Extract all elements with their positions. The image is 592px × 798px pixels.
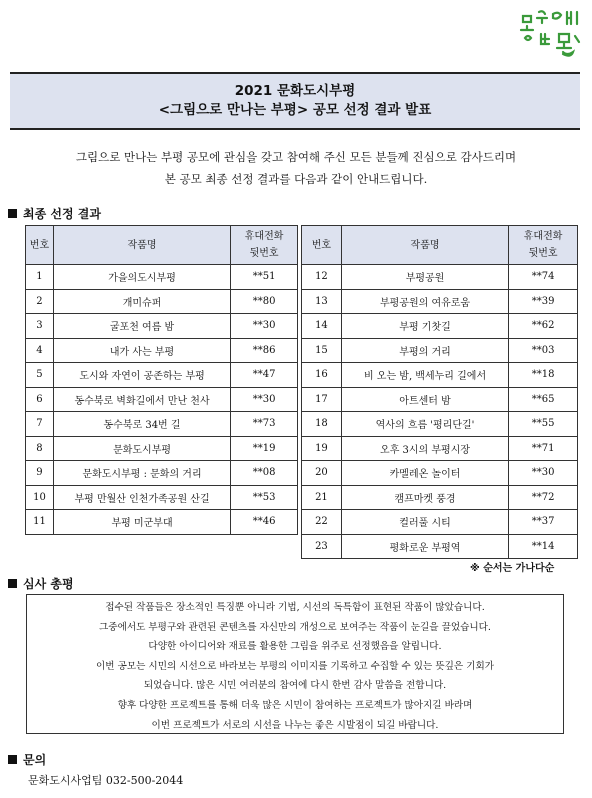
table-row [26,412,298,437]
table-row [26,289,298,314]
cell-phone: **47 [231,363,298,388]
table-row [302,510,578,535]
cell-no: 7 [26,412,54,437]
cell-no: 17 [302,387,342,412]
table-row [26,338,298,363]
cell-no: 2 [26,289,54,314]
cell-no: 3 [26,314,54,339]
results-table-right [301,225,578,559]
cell-phone: **30 [231,387,298,412]
square-bullet-icon [8,579,17,588]
table-row [302,485,578,510]
cell-title: 도시와 자연이 공존하는 부평 [53,363,230,388]
table-row [302,412,578,437]
cell-title: 평화로운 부평역 [341,534,508,559]
cell-phone: **71 [509,436,578,461]
cell-no: 22 [302,510,342,535]
col-no-header: 번호 [302,226,342,265]
contact-heading: 문의 [8,751,46,768]
cell-no: 9 [26,461,54,486]
cell-phone: **30 [231,314,298,339]
contact-text: 문화도시사업팀 032-500-2044 [28,774,184,787]
cell-no: 15 [302,338,342,363]
review-line: 다양한 아이디어와 재료를 활용한 그림을 위주로 선정했음을 알립니다. [148,641,442,653]
square-bullet-icon [8,755,17,764]
cell-phone: **18 [509,363,578,388]
cell-no: 11 [26,510,54,535]
cell-no: 13 [302,289,342,314]
cell-title: 굴포천 여름 밤 [53,314,230,339]
cell-title: 내가 사는 부평 [53,338,230,363]
cell-no: 12 [302,265,342,290]
col-no-header: 번호 [26,226,54,265]
cell-phone: **53 [231,485,298,510]
cell-no: 1 [26,265,54,290]
cell-no: 16 [302,363,342,388]
table-row [26,436,298,461]
col-phone-header: 휴대전화 뒷번호 [231,226,298,265]
cell-title: 비 오는 밤, 백세누리 길에서 [341,363,508,388]
title-banner [10,72,580,130]
square-bullet-icon [8,209,17,218]
cell-title: 오후 3시의 부평시장 [341,436,508,461]
table-row [302,436,578,461]
cell-phone: **14 [509,534,578,559]
intro-line: 본 공모 최종 선정 결과를 다음과 같이 안내드립니다. [164,172,428,186]
cell-no: 20 [302,461,342,486]
cell-title: 캠프마켓 풍경 [341,485,508,510]
review-line: 향후 다양한 프로젝트를 통해 더욱 많은 시민이 참여하는 프로젝트가 많아지길 바라며 [117,699,473,711]
table-row [302,338,578,363]
table-row [26,363,298,388]
cell-no: 14 [302,314,342,339]
table-header-row [26,226,298,265]
cell-no: 18 [302,412,342,437]
review-line: 접수된 작품들은 장소적인 특징뿐 아니라 기법, 시선의 독특함이 표현된 작품이 많았습니다. [105,602,485,613]
cell-no: 5 [26,363,54,388]
cell-title: 동수북로 벽화길에서 만난 천사 [53,387,230,412]
col-phone-header: 휴대전화 뒷번호 [509,226,578,265]
review-box [26,594,564,734]
cell-phone: **55 [509,412,578,437]
cell-phone: **74 [509,265,578,290]
cell-no: 8 [26,436,54,461]
cell-no: 10 [26,485,54,510]
table-row [26,485,298,510]
cell-no: 21 [302,485,342,510]
sort-note: ※ 순서는 가나다순 [470,563,555,574]
cell-no: 19 [302,436,342,461]
table-row [302,387,578,412]
cell-title: 부평 기찻길 [341,314,508,339]
review-line: 그중에서도 부평구와 관련된 콘텐츠를 자신만의 개성으로 보여주는 작품이 눈길을 끌었습니다. [99,621,491,633]
intro-text [0,146,592,190]
cell-title: 부평 만월산 인천가족공원 산길 [53,485,230,510]
review-line: 되었습니다. 많은 시민 여러분의 참여에 다시 한번 감사 말씀을 전합니다. [143,680,447,692]
cell-phone: **30 [509,461,578,486]
intro-line: 그림으로 만나는 부평 공모에 관심을 갖고 참여해 주신 모든 분들께 진심으로 감사드리며 [75,150,517,164]
cell-title: 동수북로 34번 길 [53,412,230,437]
results-heading: 최종 선정 결과 [8,205,101,222]
table-row [302,534,578,559]
table-row [26,265,298,290]
results-table-left [25,225,298,535]
cell-phone: **80 [231,289,298,314]
review-line: 이번 공모는 시민의 시선으로 바라보는 부평의 이미지를 기록하고 수집할 수 있는 뜻깊은 기회가 [95,660,495,672]
cell-phone: **37 [509,510,578,535]
cell-title: 카멜레온 놀이터 [341,461,508,486]
cell-phone: **51 [231,265,298,290]
cell-phone: **73 [231,412,298,437]
cell-title: 문화도시부평 [53,436,230,461]
cell-title: 개미슈퍼 [53,289,230,314]
table-row [26,510,298,535]
cell-phone: **08 [231,461,298,486]
cell-title: 역사의 흐름 '평리단길' [341,412,508,437]
cell-title: 부평공원의 여유로움 [341,289,508,314]
table-row [302,363,578,388]
cell-phone: **62 [509,314,578,339]
table-row [302,289,578,314]
cell-title: 문화도시부평 : 문화의 거리 [53,461,230,486]
page-subtitle: <그림으로 만나는 부평> 공모 선정 결과 발표 [158,102,432,118]
cell-phone: **19 [231,436,298,461]
cell-phone: **03 [509,338,578,363]
cell-phone: **46 [231,510,298,535]
review-heading: 심사 총평 [8,575,74,592]
col-title-header: 작품명 [341,226,508,265]
table-row [302,314,578,339]
cell-no: 23 [302,534,342,559]
table-row [26,461,298,486]
cell-phone: **39 [509,289,578,314]
cell-phone: **65 [509,387,578,412]
table-row [302,461,578,486]
cell-title: 부평의 거리 [341,338,508,363]
cell-title: 부평공원 [341,265,508,290]
bupyeong-logo-icon [519,8,583,60]
table-row [302,265,578,290]
col-title-header: 작품명 [53,226,230,265]
page-title: 2021 문화도시부평 [234,83,356,99]
review-line: 이번 프로젝트가 서로의 시선을 나누는 좋은 시발점이 되길 바랍니다. [151,719,439,731]
cell-title: 부평 미군부대 [53,510,230,535]
table-row [26,314,298,339]
table-row [26,387,298,412]
cell-no: 6 [26,387,54,412]
cell-phone: **72 [509,485,578,510]
cell-title: 아트센터 밤 [341,387,508,412]
cell-no: 4 [26,338,54,363]
table-header-row [302,226,578,265]
cell-title: 가을의도시부평 [53,265,230,290]
cell-phone: **86 [231,338,298,363]
cell-title: 컬러풀 시티 [341,510,508,535]
